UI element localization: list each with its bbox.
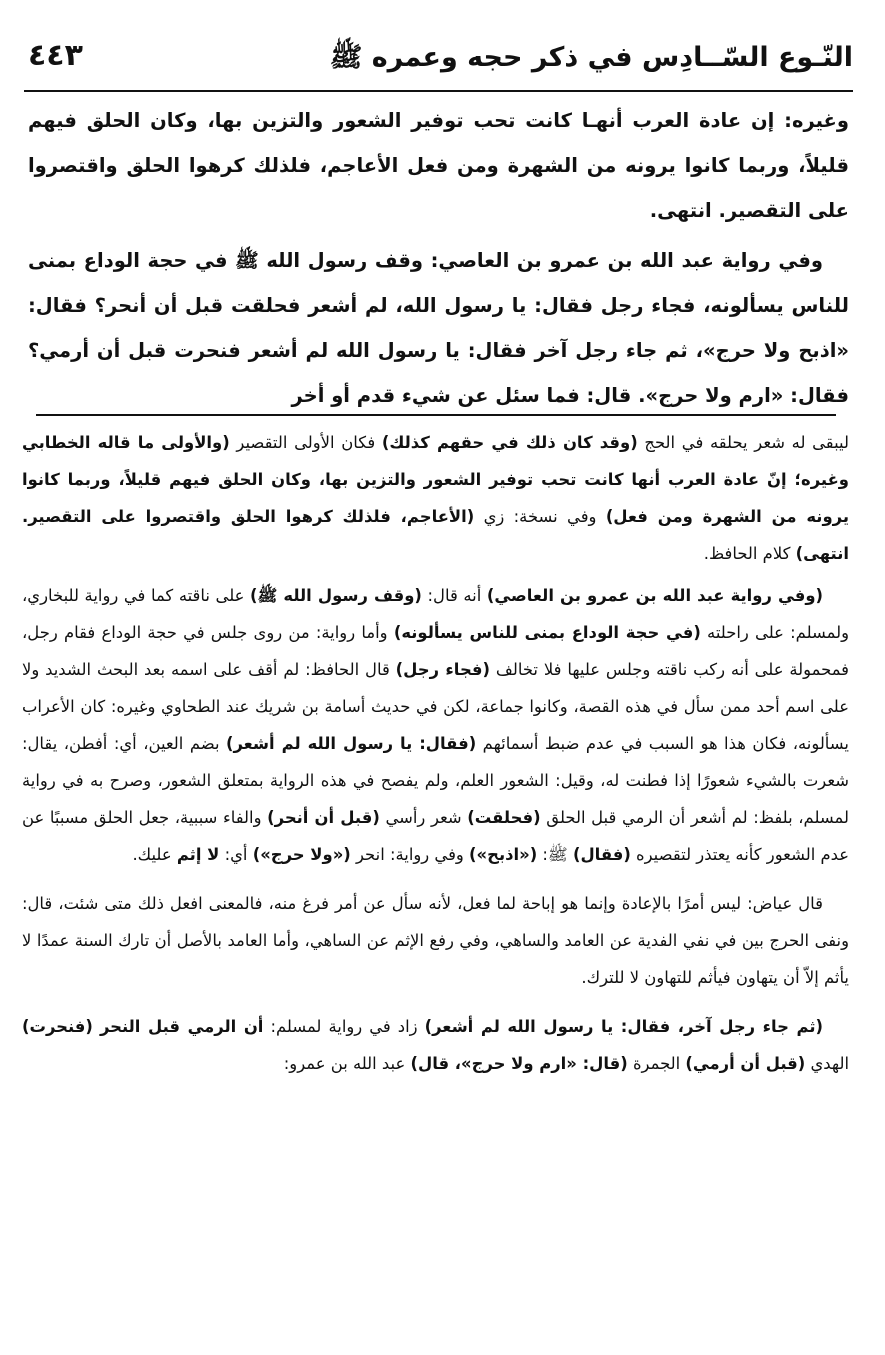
quoted-text: (فجاء رجل) bbox=[395, 660, 490, 679]
commentary-text-run: وفي نسخة: زي bbox=[474, 507, 606, 526]
commentary-text-run: وأما رواية: من روى جلس في حجة الوداع فقام رجل، فمحمولة على أنه ركب ناقته وجلس عليها فلا تخالف bbox=[22, 623, 850, 679]
commentary-text-run: شعر رأسي bbox=[379, 808, 468, 827]
quoted-text: لا إثم bbox=[176, 845, 220, 864]
commentary-paragraph bbox=[22, 885, 849, 996]
commentary-text-run: أي: bbox=[219, 845, 253, 864]
main-text bbox=[28, 98, 849, 407]
commentary-text-run: عليك. bbox=[132, 845, 177, 864]
commentary-text bbox=[22, 424, 849, 1324]
quoted-text: (في حجة الوداع بمنى للناس يسألونه) bbox=[393, 623, 701, 642]
page-header bbox=[24, 30, 853, 92]
page-number: ٤٤٣ bbox=[28, 38, 83, 73]
commentary-text-run: أنه قال: bbox=[421, 586, 487, 605]
quoted-text: (الأعاجم، فلذلك كرهوا الحلق واقتصروا على التقصير. انتهى) bbox=[22, 507, 849, 563]
commentary-text-run: قال عياض: ليس أمرًا بالإعادة وإنما هو إباحة لما فعل، لأنه سأل عن أمر فرغ منه، فالمعنى افعل ذلك متى شئت، قال: ونفى الحرج بين في نفي الفدية عن العامد والساهي، وفي رفع الإثم عن الساهي، وأما العامد بالأصل أن تارك السنة عمدًا لا يأثم إلاّ أن يتهاون فيأثم للتهاون لا للترك. bbox=[22, 894, 849, 987]
commentary-text-run: ﷺ: bbox=[537, 845, 573, 864]
quoted-text: أن الرمي قبل النحر bbox=[99, 1017, 264, 1036]
commentary-text-run: على ناقته كما في رواية للبخاري، ولمسلم: على راحلته bbox=[22, 586, 850, 642]
quoted-text: (ثم جاء رجل آخر، فقال: يا رسول الله لم أشعر) bbox=[424, 1017, 824, 1036]
footnote-divider bbox=[36, 414, 836, 416]
commentary-text-run: قال الحافظ: لم أقف على اسمه بعد البحث الشديد ولا على اسم أحد ممن سأل في هذه القصة، وكانوا جماعة، لكن في حديث أسامة بن شريك عند الطحاوي وغيره: كان الأعراب يسألونه، فكان هذا هو السبب في عدم ضبط أسمائهم bbox=[22, 660, 849, 753]
commentary-paragraph bbox=[22, 577, 849, 873]
commentary-text-run: الهدي bbox=[805, 1054, 849, 1073]
quoted-text: (فنحرت) bbox=[22, 1017, 93, 1036]
quoted-text: («اذبح») bbox=[469, 845, 538, 864]
quoted-text: (وقد كان ذلك في حقهم كذلك) bbox=[381, 433, 638, 452]
quoted-text: (فحلقت) bbox=[467, 808, 541, 827]
quoted-text: («ولا حرج») bbox=[252, 845, 351, 864]
commentary-text-run: ليبقى له شعر يحلقه في الحج bbox=[637, 433, 849, 452]
commentary-text-run: وفي رواية: انحر bbox=[350, 845, 470, 864]
commentary-text-run: كلام الحافظ. bbox=[703, 544, 796, 563]
quoted-text: (قبل أن أرمي) bbox=[685, 1054, 806, 1073]
commentary-text-run: بضم العين، أي: أفطن، يقال: شعرت بالشيء شعورًا إذا فطنت له، وقيل: الشعور العلم، ولم يفصح في هذه الرواية بمتعلق الشعور، وصرح به في رواية لمسلم، بلفظ: لم أشعر أن الرمي قبل الحلق bbox=[22, 734, 849, 827]
quoted-text: (وقف رسول الله ﷺ) bbox=[250, 586, 422, 605]
quoted-text: (فقال: يا رسول الله لم أشعر) bbox=[225, 734, 477, 753]
main-paragraph: وغيره: إن عادة العرب أنهـا كانت تحب توفير الشعور والتزين بها، وكان الحلق فيهم قليلاً، وربما كانوا يرونه من الشهرة ومن فعل الأعاجم، فلذلك كرهوا الحلق واقتصروا على التقصير. انتهى. bbox=[28, 109, 849, 222]
main-paragraph: وفي رواية عبد الله بن عمرو بن العاصي: وقف رسول الله ﷺ في حجة الوداع بمنى للناس يسألونه، فجاء رجل فقال: يا رسول الله، لم أشعر فحلقت قبل أن أنحر؟ فقال: «اذبح ولا حرج»، ثم جاء رجل آخر فقال: يا رسول الله لم أشعر فنحرت قبل أن أرمي؟ فقال: «ارم ولا حرج». قال: فما سئل عن شيء قدم أو أخر bbox=[28, 249, 849, 407]
commentary-text-run: زاد في رواية لمسلم: bbox=[263, 1017, 425, 1036]
commentary-text-run: فكان الأولى التقصير bbox=[229, 433, 382, 452]
commentary-text-run: الجمرة bbox=[627, 1054, 686, 1073]
quoted-text: (فقال) bbox=[572, 845, 631, 864]
commentary-text-run: والفاء سببية، جعل الحلق مسببًا عن عدم الشعور كأنه يعتذر لتقصيره bbox=[22, 808, 849, 864]
quoted-text: (قبل أن أنحر) bbox=[267, 808, 380, 827]
quoted-text: (والأولى ما قاله الخطابي وغيره؛ إنّ عادة العرب أنها كانت تحب توفير الشعور والتزين بها، وكان الحلق فيهم قليلاً، وربما كانوا يرونه من الشهرة ومن فعل) bbox=[22, 433, 849, 526]
commentary-text-run bbox=[93, 1017, 100, 1036]
commentary-paragraph bbox=[22, 424, 849, 572]
quoted-text: (وفي رواية عبد الله بن عمرو بن العاصي) bbox=[486, 586, 823, 605]
commentary-paragraph bbox=[22, 1008, 849, 1082]
quoted-text: (قال: «ارم ولا حرج»، قال) bbox=[410, 1054, 628, 1073]
chapter-title: النّـوع السّــادِس في ذكر حجه وعمره ﷺ bbox=[329, 42, 853, 73]
commentary-text-run: عبد الله بن عمرو: bbox=[283, 1054, 411, 1073]
